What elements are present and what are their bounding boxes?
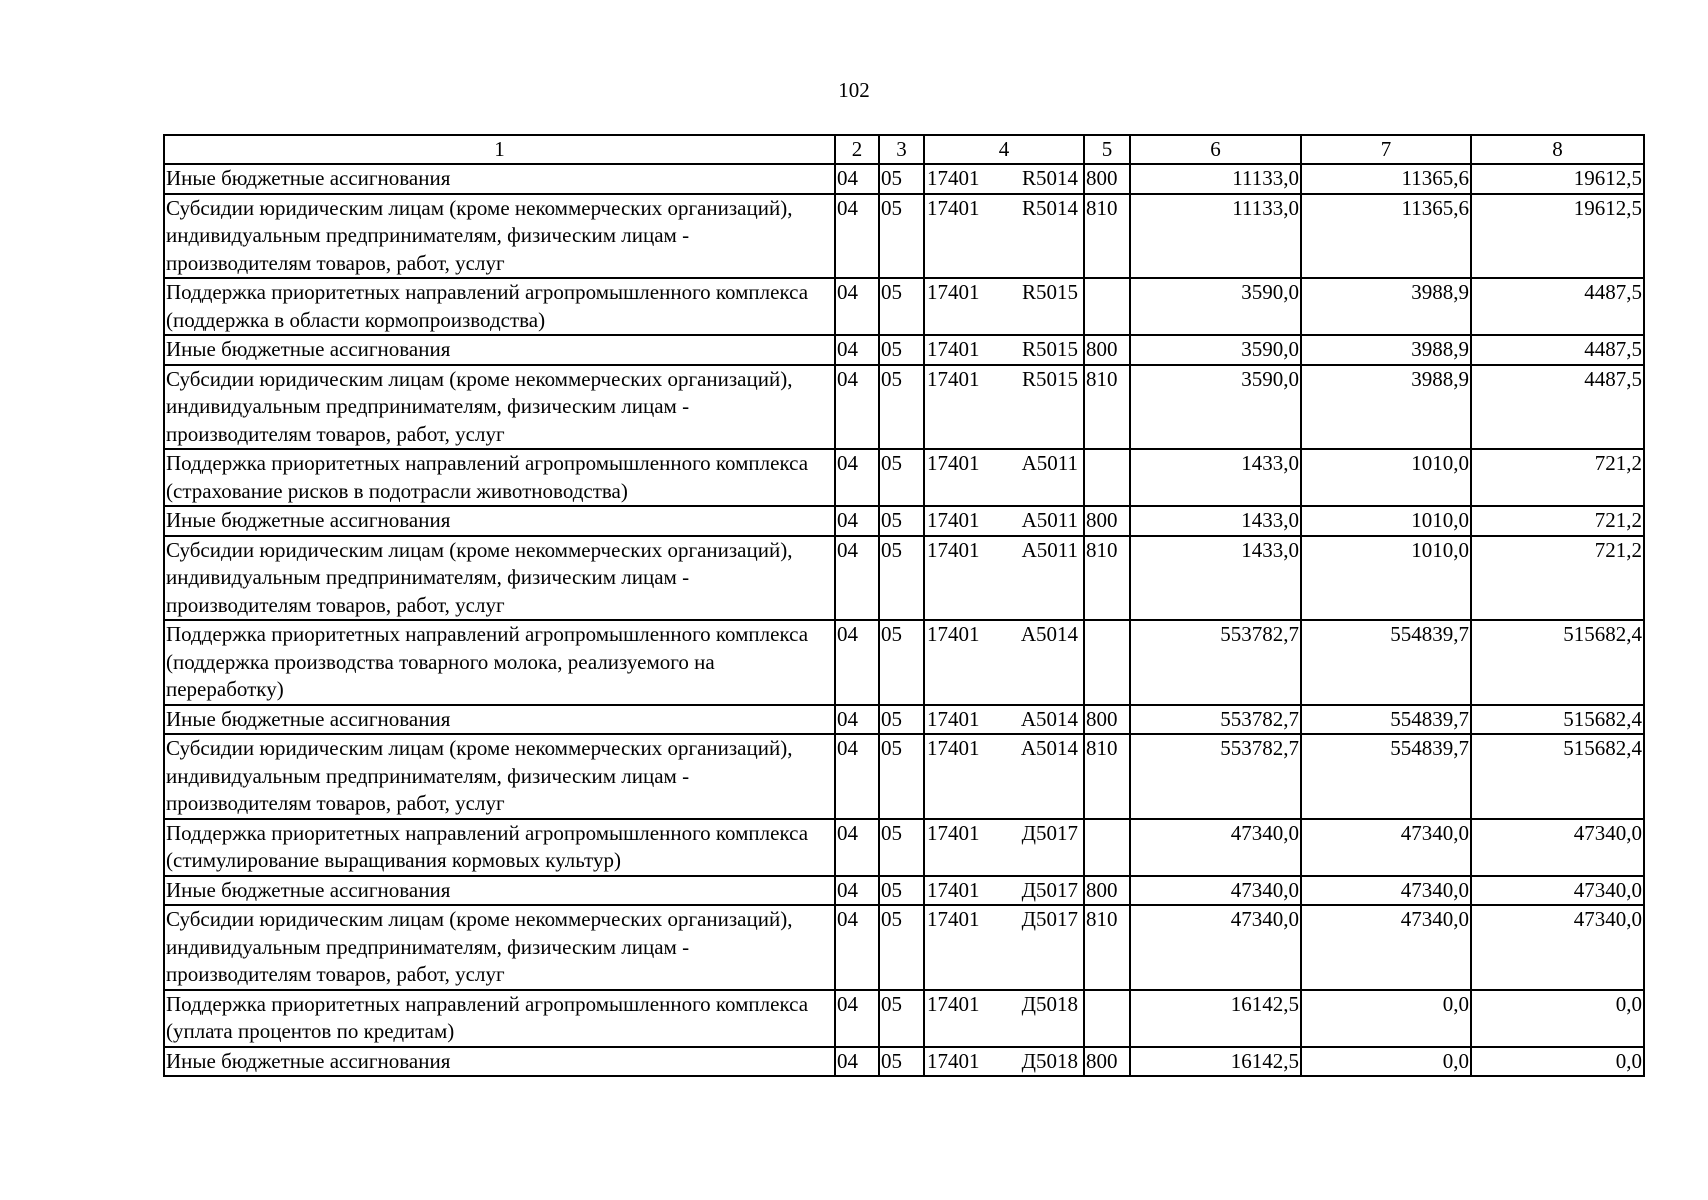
direction-code: R5015	[1021, 280, 1078, 304]
direction-code: А5011	[1021, 451, 1078, 475]
subsection-code: 05	[879, 506, 924, 536]
target-article-code	[924, 734, 1084, 819]
row-name: Поддержка приоритетных направлений агропромышленного комплекса (поддержка производства товарного молока, реализуемого на переработку)	[164, 620, 835, 705]
amount-year-1: 1433,0	[1130, 536, 1301, 621]
target-article-code	[924, 536, 1084, 621]
target-article-code	[924, 194, 1084, 279]
subsection-code: 05	[879, 278, 924, 335]
expense-type-code	[1084, 819, 1130, 876]
amount-year-2: 3988,9	[1301, 365, 1471, 450]
row-name: Поддержка приоритетных направлений агропромышленного комплекса (стимулирование выращивания кормовых культур)	[164, 819, 835, 876]
direction-code: А5014	[1020, 706, 1078, 731]
section-code: 04	[835, 278, 879, 335]
amount-year-2: 3988,9	[1301, 278, 1471, 335]
subsection-code: 05	[879, 449, 924, 506]
target-article-code	[924, 819, 1084, 876]
row-name: Поддержка приоритетных направлений агропромышленного комплекса (поддержка в области кормопроизводства)	[164, 278, 835, 335]
table-header	[164, 135, 1644, 164]
direction-code: Д5017	[1021, 877, 1078, 902]
amount-year-1: 553782,7	[1130, 705, 1301, 735]
program-code: 17401	[927, 820, 980, 845]
target-article-code	[924, 278, 1084, 335]
table-row	[164, 506, 1644, 536]
column-number-row	[164, 135, 1644, 164]
amount-year-3: 4487,5	[1471, 365, 1644, 450]
program-code: 17401	[927, 736, 980, 760]
row-name: Субсидии юридическим лицам (кроме некоммерческих организаций), индивидуальным предпринимателям, физическим лицам - производителям товаров, работ, услуг	[164, 365, 835, 450]
section-code: 04	[835, 876, 879, 906]
section-code: 04	[835, 990, 879, 1047]
budget-table	[163, 134, 1645, 1077]
amount-year-1: 1433,0	[1130, 506, 1301, 536]
row-name: Поддержка приоритетных направлений агропромышленного комплекса (страхование рисков в подотрасли животноводства)	[164, 449, 835, 506]
amount-year-1: 3590,0	[1130, 335, 1301, 365]
row-name: Субсидии юридическим лицам (кроме некоммерческих организаций), индивидуальным предпринимателям, физическим лицам - производителям товаров, работ, услуг	[164, 734, 835, 819]
page-number: 102	[838, 78, 870, 102]
table-row	[164, 705, 1644, 735]
subsection-code: 05	[879, 536, 924, 621]
table-row	[164, 365, 1644, 450]
target-article-code	[924, 620, 1084, 705]
table-row	[164, 194, 1644, 279]
amount-year-3: 515682,4	[1471, 705, 1644, 735]
expense-type-code	[1084, 620, 1130, 705]
amount-year-1: 47340,0	[1130, 819, 1301, 876]
expense-type-code: 800	[1084, 335, 1130, 365]
column-number-6: 6	[1130, 135, 1301, 164]
table-row	[164, 335, 1644, 365]
target-article-code	[924, 990, 1084, 1047]
amount-year-1: 553782,7	[1130, 734, 1301, 819]
program-code: 17401	[927, 1048, 980, 1073]
expense-type-code	[1084, 449, 1130, 506]
column-number-3: 3	[879, 135, 924, 164]
target-article-code	[924, 705, 1084, 735]
program-code: 17401	[927, 337, 980, 361]
section-code: 04	[835, 620, 879, 705]
expense-type-code: 800	[1084, 876, 1130, 906]
direction-code: Д5018	[1021, 1048, 1078, 1073]
amount-year-2: 3988,9	[1301, 335, 1471, 365]
direction-code: R5014	[1021, 166, 1078, 190]
subsection-code: 05	[879, 734, 924, 819]
row-name: Поддержка приоритетных направлений агропромышленного комплекса (уплата процентов по кредитам)	[164, 990, 835, 1047]
amount-year-1: 11133,0	[1130, 164, 1301, 194]
amount-year-2: 0,0	[1301, 1047, 1471, 1077]
table-row	[164, 536, 1644, 621]
program-code: 17401	[927, 508, 980, 532]
table-row	[164, 905, 1644, 990]
amount-year-3: 4487,5	[1471, 335, 1644, 365]
row-name: Иные бюджетные ассигнования	[164, 506, 835, 536]
amount-year-3: 4487,5	[1471, 278, 1644, 335]
amount-year-3: 721,2	[1471, 536, 1644, 621]
amount-year-1: 3590,0	[1130, 278, 1301, 335]
section-code: 04	[835, 506, 879, 536]
direction-code: А5014	[1020, 736, 1078, 760]
amount-year-2: 47340,0	[1301, 876, 1471, 906]
amount-year-3: 47340,0	[1471, 905, 1644, 990]
expense-type-code: 810	[1084, 734, 1130, 819]
expense-type-code: 810	[1084, 194, 1130, 279]
expense-type-code: 810	[1084, 365, 1130, 450]
subsection-code: 05	[879, 1047, 924, 1077]
program-code: 17401	[927, 451, 980, 475]
program-code: 17401	[927, 280, 980, 304]
amount-year-2: 554839,7	[1301, 620, 1471, 705]
target-article-code	[924, 506, 1084, 536]
amount-year-2: 554839,7	[1301, 734, 1471, 819]
amount-year-2: 47340,0	[1301, 905, 1471, 990]
amount-year-3: 515682,4	[1471, 620, 1644, 705]
amount-year-3: 19612,5	[1471, 194, 1644, 279]
row-name: Субсидии юридическим лицам (кроме некоммерческих организаций), индивидуальным предпринимателям, физическим лицам - производителям товаров, работ, услуг	[164, 536, 835, 621]
expense-type-code	[1084, 990, 1130, 1047]
amount-year-3: 47340,0	[1471, 819, 1644, 876]
amount-year-2: 47340,0	[1301, 819, 1471, 876]
amount-year-2: 11365,6	[1301, 194, 1471, 279]
column-number-5: 5	[1084, 135, 1130, 164]
table-row	[164, 449, 1644, 506]
amount-year-2: 1010,0	[1301, 449, 1471, 506]
section-code: 04	[835, 335, 879, 365]
direction-code: R5015	[1021, 366, 1078, 391]
amount-year-2: 1010,0	[1301, 536, 1471, 621]
row-name: Иные бюджетные ассигнования	[164, 1047, 835, 1077]
amount-year-1: 16142,5	[1130, 1047, 1301, 1077]
expense-type-code	[1084, 278, 1130, 335]
subsection-code: 05	[879, 876, 924, 906]
subsection-code: 05	[879, 335, 924, 365]
direction-code: Д5017	[1021, 907, 1078, 931]
subsection-code: 05	[879, 905, 924, 990]
row-name: Субсидии юридическим лицам (кроме некоммерческих организаций), индивидуальным предпринимателям, физическим лицам - производителям товаров, работ, услуг	[164, 905, 835, 990]
target-article-code	[924, 164, 1084, 194]
direction-code: А5011	[1021, 537, 1078, 562]
row-name: Иные бюджетные ассигнования	[164, 705, 835, 735]
direction-code: Д5018	[1021, 991, 1078, 1016]
expense-type-code: 800	[1084, 705, 1130, 735]
direction-code: Д5017	[1021, 820, 1078, 845]
row-name: Иные бюджетные ассигнования	[164, 335, 835, 365]
target-article-code	[924, 876, 1084, 906]
row-name: Иные бюджетные ассигнования	[164, 164, 835, 194]
table-row	[164, 278, 1644, 335]
table-row	[164, 876, 1644, 906]
expense-type-code: 800	[1084, 506, 1130, 536]
amount-year-1: 3590,0	[1130, 365, 1301, 450]
target-article-code	[924, 335, 1084, 365]
program-code: 17401	[927, 622, 980, 646]
section-code: 04	[835, 905, 879, 990]
program-code: 17401	[927, 907, 980, 931]
table-row	[164, 1047, 1644, 1077]
direction-code: А5011	[1021, 508, 1078, 532]
column-number-8: 8	[1471, 135, 1644, 164]
amount-year-1: 16142,5	[1130, 990, 1301, 1047]
subsection-code: 05	[879, 620, 924, 705]
expense-type-code: 800	[1084, 1047, 1130, 1077]
amount-year-1: 1433,0	[1130, 449, 1301, 506]
subsection-code: 05	[879, 194, 924, 279]
column-number-2: 2	[835, 135, 879, 164]
amount-year-2: 11365,6	[1301, 164, 1471, 194]
section-code: 04	[835, 449, 879, 506]
subsection-code: 05	[879, 990, 924, 1047]
program-code: 17401	[927, 537, 980, 562]
amount-year-1: 47340,0	[1130, 905, 1301, 990]
amount-year-2: 0,0	[1301, 990, 1471, 1047]
direction-code: R5014	[1021, 195, 1078, 220]
table-row	[164, 164, 1644, 194]
section-code: 04	[835, 194, 879, 279]
amount-year-2: 1010,0	[1301, 506, 1471, 536]
table-body	[164, 164, 1644, 1076]
column-number-4: 4	[924, 135, 1084, 164]
table-row	[164, 990, 1644, 1047]
section-code: 04	[835, 365, 879, 450]
column-number-7: 7	[1301, 135, 1471, 164]
amount-year-3: 19612,5	[1471, 164, 1644, 194]
section-code: 04	[835, 1047, 879, 1077]
program-code: 17401	[927, 366, 980, 391]
section-code: 04	[835, 734, 879, 819]
section-code: 04	[835, 164, 879, 194]
target-article-code	[924, 1047, 1084, 1077]
amount-year-1: 11133,0	[1130, 194, 1301, 279]
amount-year-3: 0,0	[1471, 1047, 1644, 1077]
expense-type-code: 810	[1084, 905, 1130, 990]
section-code: 04	[835, 819, 879, 876]
amount-year-1: 47340,0	[1130, 876, 1301, 906]
program-code: 17401	[927, 877, 980, 902]
table-row	[164, 734, 1644, 819]
section-code: 04	[835, 536, 879, 621]
section-code: 04	[835, 705, 879, 735]
row-name: Субсидии юридическим лицам (кроме некоммерческих организаций), индивидуальным предпринимателям, физическим лицам - производителям товаров, работ, услуг	[164, 194, 835, 279]
expense-type-code: 800	[1084, 164, 1130, 194]
amount-year-3: 721,2	[1471, 506, 1644, 536]
amount-year-2: 554839,7	[1301, 705, 1471, 735]
subsection-code: 05	[879, 164, 924, 194]
target-article-code	[924, 449, 1084, 506]
amount-year-1: 553782,7	[1130, 620, 1301, 705]
subsection-code: 05	[879, 819, 924, 876]
amount-year-3: 515682,4	[1471, 734, 1644, 819]
program-code: 17401	[927, 195, 980, 220]
amount-year-3: 0,0	[1471, 990, 1644, 1047]
program-code: 17401	[927, 706, 980, 731]
target-article-code	[924, 905, 1084, 990]
amount-year-3: 721,2	[1471, 449, 1644, 506]
program-code: 17401	[927, 991, 980, 1016]
amount-year-3: 47340,0	[1471, 876, 1644, 906]
subsection-code: 05	[879, 705, 924, 735]
column-number-1: 1	[164, 135, 835, 164]
program-code: 17401	[927, 166, 980, 190]
table-row	[164, 620, 1644, 705]
expense-type-code: 810	[1084, 536, 1130, 621]
direction-code: R5015	[1021, 337, 1078, 361]
row-name: Иные бюджетные ассигнования	[164, 876, 835, 906]
table-row	[164, 819, 1644, 876]
subsection-code: 05	[879, 365, 924, 450]
target-article-code	[924, 365, 1084, 450]
direction-code: А5014	[1020, 622, 1078, 646]
